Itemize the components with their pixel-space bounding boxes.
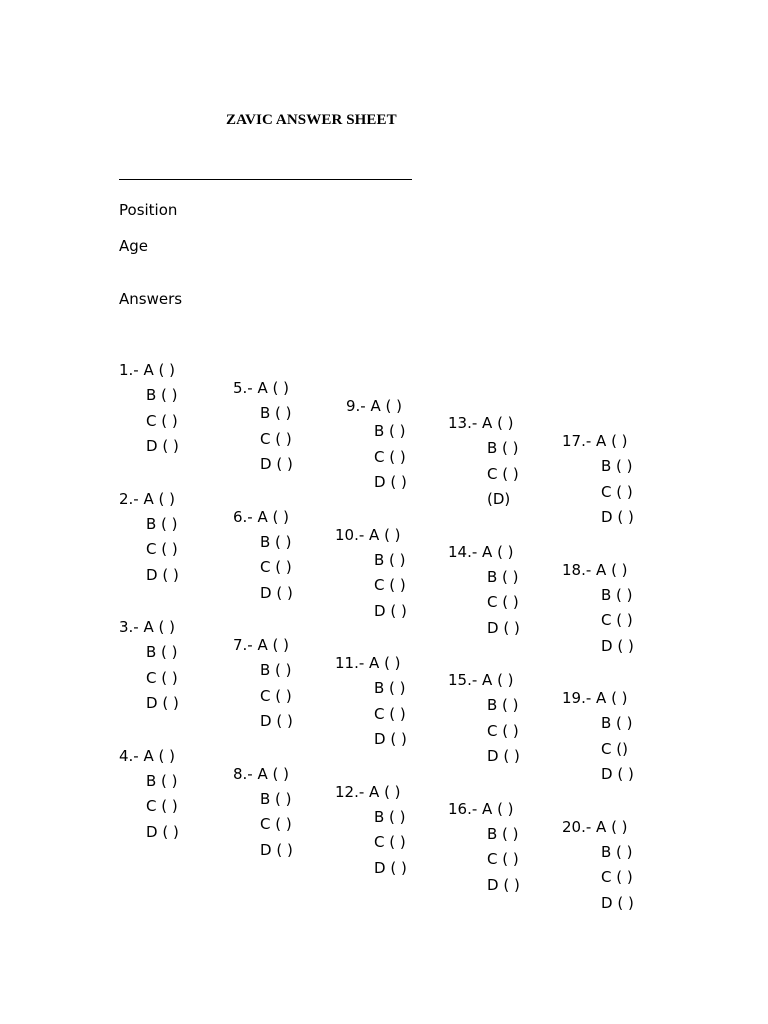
q6-option-a: 6.- A ( ) (233, 507, 289, 526)
q20-option-c: C ( ) (601, 868, 633, 887)
q3-option-b: B ( ) (146, 643, 178, 662)
q19-option-d: D ( ) (601, 765, 634, 784)
q16-option-c: C ( ) (487, 850, 519, 869)
q12-option-c: C ( ) (374, 833, 406, 852)
q3-option-d: D ( ) (146, 694, 179, 713)
q2-option-b: B ( ) (146, 514, 178, 533)
q17-option-d: D ( ) (601, 508, 634, 527)
q6-option-c: C ( ) (260, 558, 292, 577)
q1-option-c: C ( ) (146, 411, 178, 430)
q18-option-d: D ( ) (601, 636, 634, 655)
position-label: Position (119, 201, 178, 219)
q13-option-d: (D) (487, 490, 511, 509)
q8-option-a: 8.- A ( ) (233, 764, 289, 783)
q9-option-c: C ( ) (374, 447, 406, 466)
q7-option-c: C ( ) (260, 686, 292, 705)
q18-option-b: B ( ) (601, 585, 633, 604)
q7-option-d: D ( ) (260, 712, 293, 731)
q7-option-b: B ( ) (260, 661, 292, 680)
q19-option-c: C () (601, 739, 628, 758)
q11-option-b: B ( ) (374, 679, 406, 698)
q10-option-a: 10.- A ( ) (335, 525, 401, 544)
q9-option-d: D ( ) (374, 473, 407, 492)
q17-option-b: B ( ) (601, 457, 633, 476)
q17-option-c: C ( ) (601, 482, 633, 501)
q19-option-b: B ( ) (601, 714, 633, 733)
q8-option-d: D ( ) (260, 840, 293, 859)
q5-option-b: B ( ) (260, 404, 292, 423)
q5-option-d: D ( ) (260, 455, 293, 474)
q5-option-c: C ( ) (260, 429, 292, 448)
q15-option-d: D ( ) (487, 747, 520, 766)
q4-option-d: D ( ) (146, 822, 179, 841)
name-line (119, 179, 412, 180)
q9-option-a: 9.- A ( ) (346, 397, 402, 415)
q10-option-b: B ( ) (374, 550, 406, 569)
q1-option-a: 1.- A ( ) (119, 361, 175, 379)
q13-option-c: C ( ) (487, 464, 519, 483)
q6-option-b: B ( ) (260, 532, 292, 551)
q20-option-b: B ( ) (601, 842, 633, 861)
q2-option-d: D ( ) (146, 565, 179, 584)
q14-option-a: 14.- A ( ) (448, 542, 514, 561)
q18-option-a: 18.- A ( ) (562, 560, 628, 579)
q14-option-b: B ( ) (487, 567, 519, 586)
q8-option-b: B ( ) (260, 789, 292, 808)
q12-option-a: 12.- A ( ) (335, 782, 401, 801)
q15-option-c: C ( ) (487, 721, 519, 740)
q19-option-a: 19.- A ( ) (562, 689, 628, 707)
q16-option-a: 16.- A ( ) (448, 799, 514, 818)
q18-option-c: C ( ) (601, 611, 633, 630)
q6-option-d: D ( ) (260, 583, 293, 602)
q13-option-b: B ( ) (487, 439, 519, 458)
q11-option-c: C ( ) (374, 704, 406, 723)
q20-option-a: 20.- A ( ) (562, 817, 628, 836)
q8-option-c: C ( ) (260, 815, 292, 834)
age-label: Age (119, 237, 149, 255)
q16-option-b: B ( ) (487, 824, 519, 843)
q17-option-a: 17.- A ( ) (562, 432, 628, 450)
q1-option-b: B ( ) (146, 386, 178, 405)
q11-option-a: 11.- A ( ) (335, 654, 401, 672)
q12-option-b: B ( ) (374, 807, 406, 826)
q3-option-c: C ( ) (146, 668, 178, 687)
q15-option-b: B ( ) (487, 696, 519, 715)
q10-option-c: C ( ) (374, 576, 406, 595)
q12-option-d: D ( ) (374, 858, 407, 877)
q16-option-d: D ( ) (487, 875, 520, 894)
q7-option-a: 7.- A ( ) (233, 636, 289, 654)
q4-option-a: 4.- A ( ) (119, 746, 175, 765)
q1-option-d: D ( ) (146, 437, 179, 456)
page-title: ZAVIC ANSWER SHEET (226, 112, 397, 128)
q9-option-b: B ( ) (374, 422, 406, 441)
q4-option-b: B ( ) (146, 771, 178, 790)
q2-option-c: C ( ) (146, 540, 178, 559)
q3-option-a: 3.- A ( ) (119, 618, 175, 636)
q20-option-d: D ( ) (601, 893, 634, 912)
q11-option-d: D ( ) (374, 730, 407, 749)
q14-option-d: D ( ) (487, 618, 520, 637)
q10-option-d: D ( ) (374, 601, 407, 620)
q13-option-a: 13.- A ( ) (448, 414, 514, 432)
q5-option-a: 5.- A ( ) (233, 379, 289, 397)
q15-option-a: 15.- A ( ) (448, 671, 514, 689)
q14-option-c: C ( ) (487, 593, 519, 612)
answers-label: Answers (119, 290, 183, 308)
q2-option-a: 2.- A ( ) (119, 489, 175, 508)
q4-option-c: C ( ) (146, 797, 178, 816)
